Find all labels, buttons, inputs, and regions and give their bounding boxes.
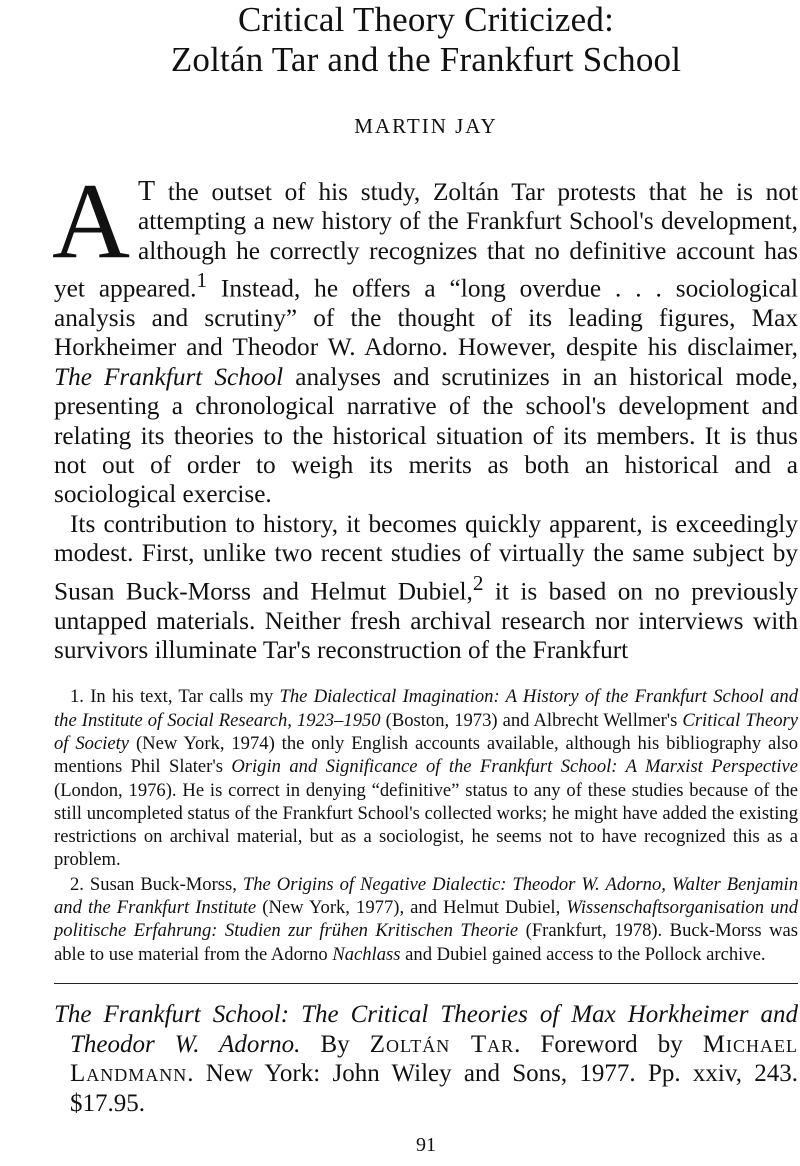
footnote-1-text: In his text, Tar calls my (83, 686, 280, 708)
footnote-1-text: (New York, 1974) the only English accounts available, although his bibliography also mentions Phil Slater's (54, 732, 799, 778)
footnote-2-text: (Frankfurt, 1978). Buck-Morss was able to use material from the Adorno (54, 920, 798, 965)
page-number: 91 (416, 1134, 436, 1156)
footnote-ref-2: 2 (472, 570, 484, 595)
paragraph-1-text-b: Instead, he offers a “long overdue . . . sociological analysis and scrutiny” of the thought of its leading figures, Max Horkheimer and Theodor W. Adorno. However, despite his disclaimer, (54, 274, 799, 362)
footnote-2 (54, 873, 798, 966)
author-byline: MARTIN JAY (354, 114, 498, 138)
paragraph-2 (54, 510, 798, 665)
lead-letter: T (138, 176, 156, 207)
footnote-1-italic: Origin and Significance of the Frankfurt School: A Marxist Perspective (231, 756, 798, 778)
footnote-ref-1: 1 (196, 268, 207, 293)
footnote-1-italic: Critical Theory of Society (54, 709, 798, 754)
footnote-1-text: (London, 1976). He is correct in denying “definitive” status to any of these studies because of the still uncompleted status of the Frankfurt School's collected works; he might have added the existing restrictions on archival material, but as a sociologist, he seems not to have recognized this as a problem. (54, 779, 798, 871)
reviewed-book-author: Zoltán Tar (369, 1030, 515, 1058)
foreword-author: Michael Landmann (70, 1030, 798, 1088)
footnote-2-italic: The Origins of Negative Dialectic: Theodor W. Adorno, Walter Benjamin and the Frankfurt Institute (54, 873, 799, 919)
paragraph-1 (52, 162, 799, 510)
review-text: . Foreword by (514, 1030, 703, 1058)
footnote-2-number: 2. (70, 873, 84, 895)
footnote-1-italic: The Dialectical Imagination: A History of the Frankfurt School and the Institute of Social Research, 1923–1950 (54, 686, 798, 731)
paragraph-1-text-c: analyses and scrutinizes in an historical mode, presenting a chronological narrative of the school's development and relating its theories to the historical situation of its members. It is thus not out of order to weigh its merits as both an historical and a sociological exercise. (54, 362, 798, 509)
footnote-2-italic: Nachlass (332, 943, 401, 965)
footnote-1-number: 1. (70, 686, 84, 708)
footnote-2-text: (New York, 1977), and Helmut Dubiel, (256, 897, 567, 919)
book-title-italic: The Frankfurt School (54, 362, 284, 391)
reviewed-book-title: The Frankfurt School: The Critical Theories of Max Horkheimer and Theodor W. Adorno. (54, 1000, 798, 1058)
footnote-1 (54, 685, 798, 871)
paragraph-1-text-a: the outset of his study, Zoltán Tar protests that he is not attempting a new history of the Frankfurt School's development, although he correctly recognizes that no definitive account has yet appeared. (54, 178, 798, 303)
footnote-2-italic: Wissenschaftsorganisation und politische Erfahrung: Studien zur frühen Kritischen Theorie (54, 897, 799, 942)
article-title (54, 0, 798, 80)
review-text: By (300, 1030, 370, 1058)
paragraph-2-text-a: Its contribution to history, it becomes quickly apparent, is exceedingly modest. First, unlike two recent studies of virtually the same subject by Susan Buck-Morss and Helmut Dubiel, (54, 509, 798, 606)
footnotes (54, 685, 798, 966)
review-citation (54, 1000, 798, 1118)
footnote-2-text: and Dubiel gained access to the Pollock archive. (400, 943, 766, 965)
title-line-2: Zoltán Tar and the Frankfurt School (170, 40, 682, 79)
footnote-2-text: Susan Buck-Morss, (83, 873, 243, 895)
paragraph-2-text-b: it is based on no previously untapped materials. Neither fresh archival research nor interviews with survivors illuminate Tar's reconstruction of the Frankfurt (54, 577, 798, 664)
title-line-1: Critical Theory Criticized: (237, 0, 615, 39)
publication-details: . New York: John Wiley and Sons, 1977. Pp. xxiv, 243. $17.95. (70, 1060, 798, 1117)
divider (54, 983, 798, 984)
footnote-1-text: (Boston, 1973) and Albrecht Wellmer's (380, 709, 683, 731)
drop-cap: A (52, 162, 130, 281)
article-page (52, 0, 799, 1156)
